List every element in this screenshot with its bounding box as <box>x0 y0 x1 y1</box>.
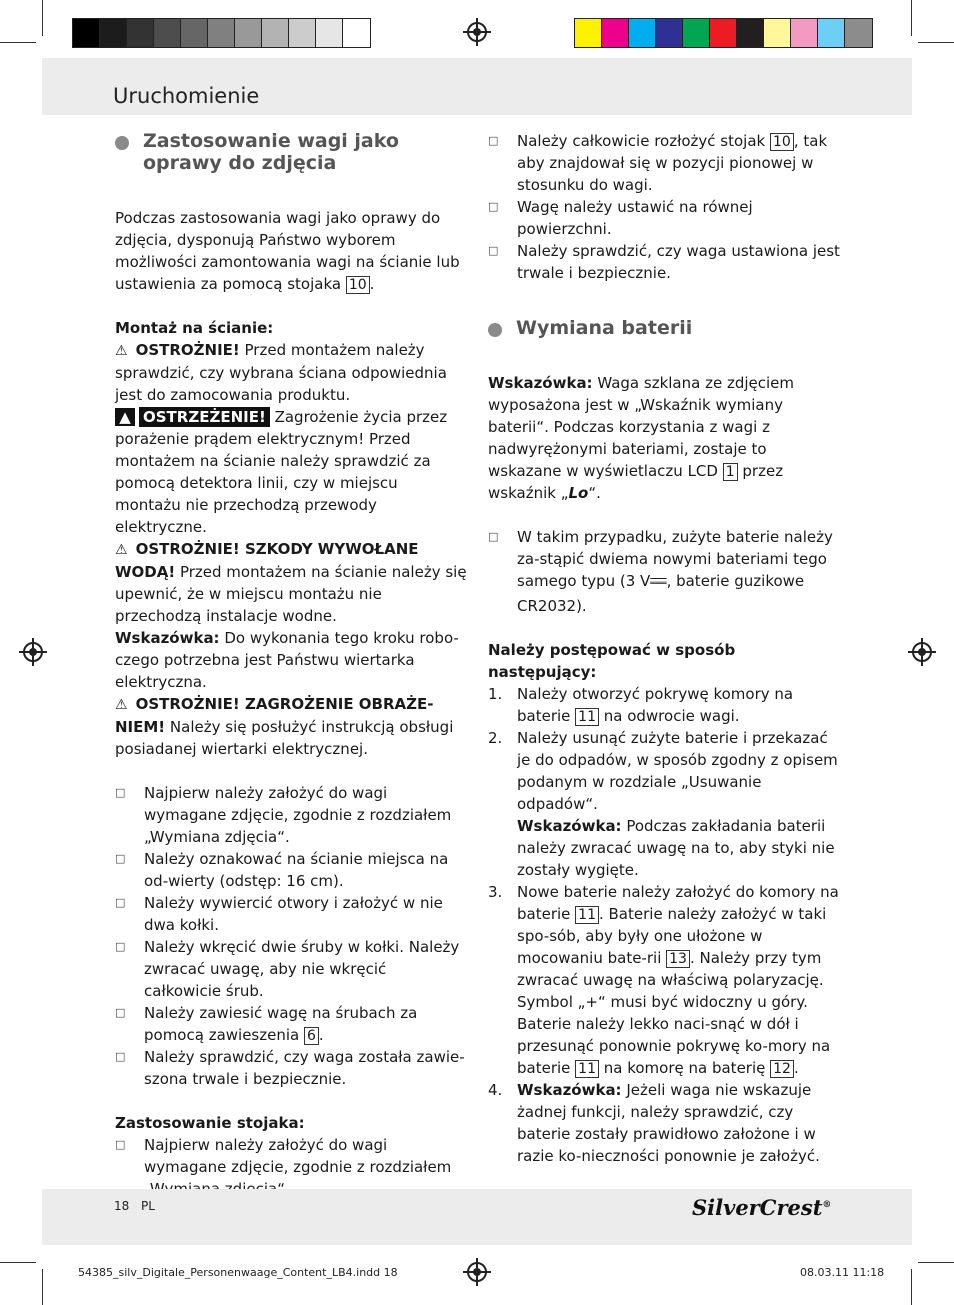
list-item: □ Należy oznakować na ścianie miejsca na od-wierty (odstęp: 16 cm). <box>115 848 467 892</box>
crop-mark <box>911 0 912 36</box>
color-swatch <box>316 19 343 47</box>
warning-triangle-icon: ⚠ <box>115 697 128 713</box>
color-swatch <box>262 19 289 47</box>
ref-number: 11 <box>575 1060 599 1078</box>
list-item: 1. Należy otworzyć pokrywę komory na baterie 11 na odwrocie wagi. <box>488 685 794 725</box>
ref-number: 10 <box>346 276 370 294</box>
warning-triangle-icon: ▲ <box>115 408 135 426</box>
subheading-wall-mount: Montaż na ścianie: <box>115 319 274 337</box>
crop-mark <box>42 1269 43 1305</box>
color-swatch <box>575 19 602 47</box>
color-swatch <box>602 19 629 47</box>
warning-paragraph: ▲ OSTRZEŻENIE! Zagrożenie życia przez porażenie prądem elektrycznym! Przed montażem na ścianie należy sprawdzić za pomocą detektora linii, czy w miejscu montażu nie przechodzą przewody elektryczne. <box>115 408 448 536</box>
color-swatch <box>343 19 370 47</box>
list-item: □ W takim przypadku, zużyte baterie należy za-stąpić dwiema nowymi bateriami tego samego typu (3 V═══, baterie guzikowe CR2032). <box>488 526 840 617</box>
left-column <box>115 130 467 1200</box>
stand-steps-continued <box>488 130 840 284</box>
list-item: □ Najpierw należy założyć do wagi wymagane zdjęcie, zgodnie z rozdziałem „Wymiana zdjęcia“. <box>115 782 467 848</box>
color-swatch <box>791 19 818 47</box>
crop-mark <box>0 1262 36 1263</box>
list-item: □ Należy wkręcić dwie śruby w kołki. Należy zwracać uwagę, aby nie wkręcić całkowicie śrub. <box>115 936 467 1002</box>
low-battery-symbol: Lo <box>568 484 589 502</box>
list-item: □ Wagę należy ustawić na równej powierzchni. <box>488 196 840 240</box>
right-column <box>488 130 840 1167</box>
battery-replace-list <box>488 526 840 617</box>
color-swatch <box>845 19 872 47</box>
crop-mark <box>0 42 36 43</box>
color-swatch <box>764 19 791 47</box>
registration-mark-icon <box>467 22 487 42</box>
warning-badge: OSTRZEŻENIE! <box>139 407 270 427</box>
list-item: 2. Należy usunąć zużyte baterie i przekazać je do odpadów, w sposób zgodny z opisem podanym w rozdziale „Usuwanie odpadów“. Wskazówka: Podczas zakładania baterii należy zwracać uwagę na to, aby styki nie zostały wygięte. <box>488 729 838 879</box>
color-swatch <box>289 19 316 47</box>
color-swatch <box>656 19 683 47</box>
crop-mark <box>918 42 954 43</box>
caution-injury-paragraph: ⚠ OSTROŻNIE! ZAGROŻENIE OBRAŻE-NIEM! Należy się posłużyć instrukcją obsługi posiadanej wiertarki elektrycznej. <box>115 695 454 758</box>
caution-water-paragraph: ⚠ OSTROŻNIE! SZKODY WYWOŁANE WODĄ! Przed montażem na ścianie należy się upewnić, że w miejscu montażu nie przechodzą instalacje wodne. <box>115 540 467 625</box>
language-code: PL <box>141 1199 155 1213</box>
ref-number: 10 <box>770 133 794 151</box>
color-swatch <box>181 19 208 47</box>
slug-filename: 54385_silv_Digitale_Personenwaage_Content_LB4.indd 18 <box>78 1266 398 1279</box>
intro-paragraph: Podczas zastosowania wagi jako oprawy do zdjęcia, dysponują Państwo wyborem możliwości zamontowania wagi na ścianie lub ustawienia za pomocą stojaka 10 . <box>115 209 460 293</box>
brand-logo: SilverCrest® <box>692 1195 832 1220</box>
color-swatch <box>629 19 656 47</box>
ref-number: 1 <box>723 463 738 481</box>
page-number: 18 <box>114 1199 130 1213</box>
color-swatch <box>100 19 127 47</box>
section-heading-photo-frame: Zastosowanie wagi jako oprawy do zdjęcia <box>115 130 467 174</box>
ref-number: 13 <box>666 950 690 968</box>
note-paragraph: Wskazówka: Do wykonania tego kroku robo-czego potrzebna jest Państwu wiertarka elektryczna. <box>115 629 459 691</box>
caution-paragraph: ⚠ OSTROŻNIE! Przed montażem należy sprawdzić, czy wybrana ściana odpowiednia jest do zamocowania produktu. <box>115 341 447 404</box>
list-item: □ Należy całkowicie rozłożyć stojak 10 , tak aby znajdował się w pozycji pionowej w stosunku do wagi. <box>488 130 840 196</box>
page-title: Uruchomienie <box>113 84 260 108</box>
section-heading-battery: Wymiana baterii <box>488 317 840 339</box>
crop-mark <box>911 1269 912 1305</box>
wall-mount-steps <box>115 782 467 1090</box>
list-item: □ Najpierw należy założyć do wagi wymagane zdjęcie, zgodnie z rozdziałem <box>115 1134 467 1200</box>
crop-mark <box>918 1262 954 1263</box>
ref-number: 12 <box>770 1060 794 1078</box>
ref-number: 6 <box>304 1027 319 1045</box>
gray-swatch-bar <box>72 18 371 48</box>
color-swatch <box>154 19 181 47</box>
list-item: □ Należy wywiercić otwory i założyć w nie dwa kołki. <box>115 892 467 936</box>
process-swatch-bar <box>574 18 873 48</box>
subheading-stand: Zastosowanie stojaka: <box>115 1114 305 1132</box>
battery-note-paragraph: Wskazówka: Waga szklana ze zdjęciem wyposażona jest w „Wskaźnik wymiany baterii“. Podczas korzystania z wagi z nadwyrężonymi bateriami, zostaje to wskazane w wyświetlaczu LCD 1 przez wskaźnik „Lo“. <box>488 374 794 502</box>
procedure-steps <box>488 683 840 1167</box>
registration-mark-icon <box>467 1262 487 1282</box>
warning-triangle-icon: ⚠ <box>115 343 128 359</box>
dc-symbol-icon: ═══ <box>650 579 667 589</box>
color-swatch <box>710 19 737 47</box>
color-swatch <box>683 19 710 47</box>
color-swatch <box>818 19 845 47</box>
list-item: □ Należy sprawdzić, czy waga ustawiona jest trwale i bezpiecznie. <box>488 240 840 284</box>
crop-mark <box>42 0 43 36</box>
procedure-heading: Należy postępować w sposób następujący: <box>488 641 736 681</box>
list-item: □ Należy sprawdzić, czy waga została zawie-szona trwale i bezpiecznie. <box>115 1046 467 1090</box>
list-item: □ Należy zawiesić wagę na śrubach za pomocą zawieszenia 6 . <box>115 1002 467 1046</box>
registration-mark-icon <box>23 642 43 662</box>
color-swatch <box>208 19 235 47</box>
slug-date: 08.03.11 11:18 <box>800 1266 885 1279</box>
registration-mark-icon <box>912 642 932 662</box>
warning-triangle-icon: ⚠ <box>115 542 128 558</box>
color-swatch <box>235 19 262 47</box>
color-swatch <box>737 19 764 47</box>
ref-number: 11 <box>575 708 599 726</box>
ref-number: 11 <box>575 906 599 924</box>
color-swatch <box>127 19 154 47</box>
color-swatch <box>73 19 100 47</box>
list-item: 4. Wskazówka: Jeżeli waga nie wskazuje żadnej funkcji, należy sprawdzić, czy baterie zostały prawidłowo założone i w razie ko-nieczności ponownie je założyć. <box>488 1081 820 1165</box>
list-item: 3. Nowe baterie należy założyć do komory na baterie 11 . Baterie należy założyć w taki spo-sób, aby były one ułożone w mocowaniu bate-rii 13 . Należy przy tym zwracać uwagę na właściwą polaryzację. Symbol „+“ musi być widoczny u góry. Baterie należy lekko naci-snąć w dół i przesunąć ponownie pokrywę ko-mory na baterie 11 na komorę na baterię 12 . <box>488 883 839 1077</box>
